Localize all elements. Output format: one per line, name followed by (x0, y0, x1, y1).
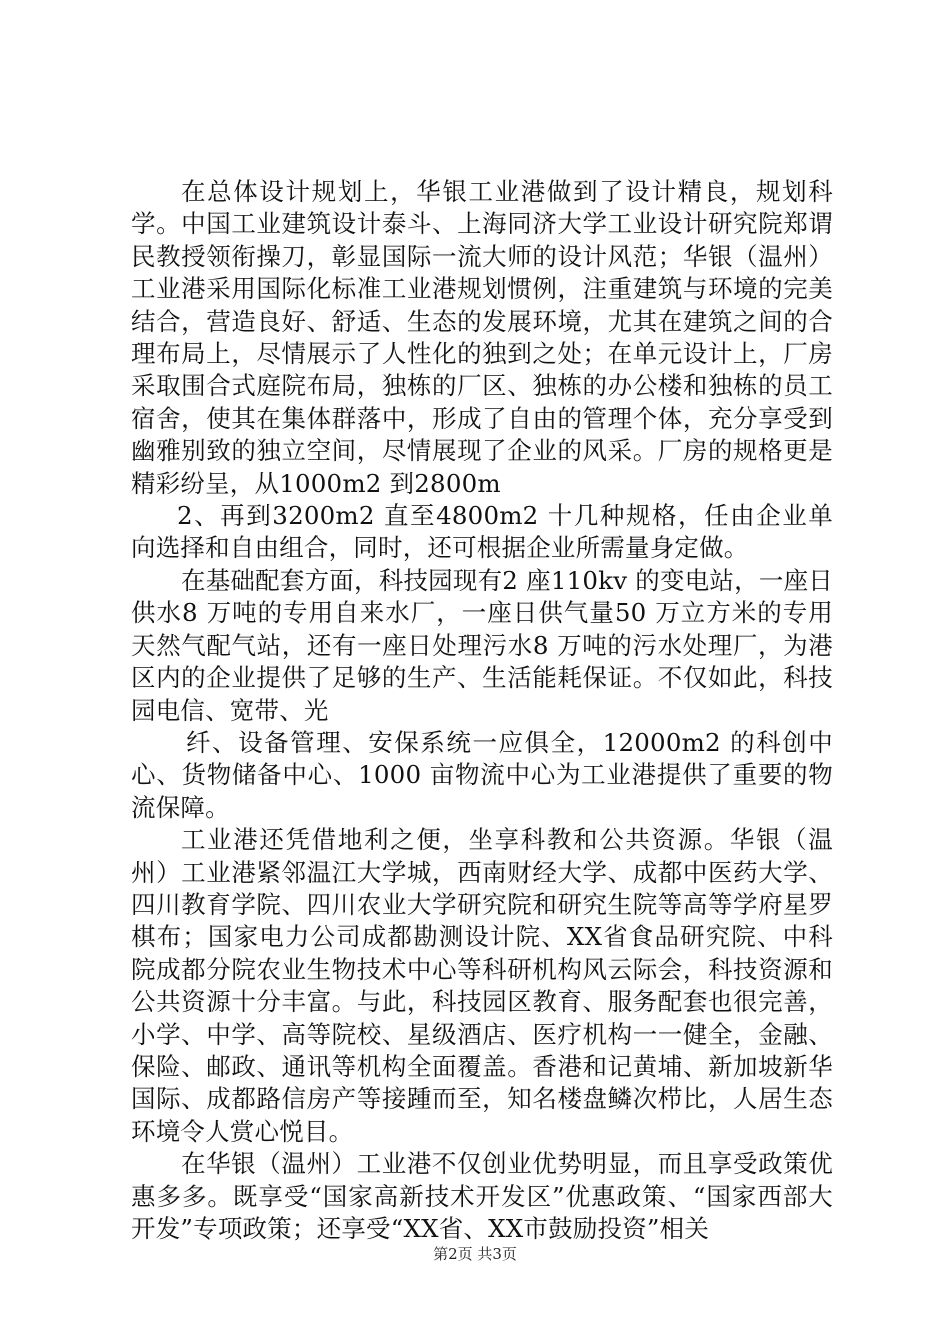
paragraph-specifications: 2、再到3200m2 直至4800m2 十几种规格，任由企业单向选择和自由组合，同时，还可根据企业所需量身定做。 (131, 501, 833, 563)
paragraph-resources: 工业港还凭借地利之便，坐享科教和公共资源。华银（温州）工业港紧邻温江大学城，西南财经大学、成都中医药大学、四川教育学院、四川农业大学研究院和研究生院等高等学府星罗棋布；国家电力公司成都勘测设计院、XX省食品研究院、中科院成都分院农业生物技术中心等科研机构风云际会，科技资源和公共资源十分丰富。与此，科技园区教育、服务配套也很完善，小学、中学、高等院校、星级酒店、医疗机构一一健全，金融、保险、邮政、通讯等机构全面覆盖。香港和记黄埔、新加坡新华国际、成都路信房产等接踵而至，知名楼盘鳞次栉比，人居生态环境令人赏心悦目。 (131, 825, 833, 1146)
paragraph-policy: 在华银（温州）工业港不仅创业优势明显，而且享受政策优惠多多。既享受“国家高新技术开发区”优惠政策、“国家西部大开发”专项政策；还享受“XX省、XX市鼓励投资”相关 (131, 1149, 833, 1243)
paragraph-design-planning: 在总体设计规划上，华银工业港做到了设计精良，规划科学。中国工业建筑设计泰斗、上海同济大学工业设计研究院郑谓民教授领衔操刀，彰显国际一流大师的设计风范；华银（温州）工业港采用国际化标准工业港规划惯例，注重建筑与环境的完美结合，营造良好、舒适、生态的发展环境，尤其在建筑之间的合理布局上，尽情展示了人性化的独到之处；在单元设计上，厂房采取围合式庭院布局，独栋的厂区、独栋的办公楼和独栋的员工宿舍，使其在集体群落中，形成了自由的管理个体，充分享受到幽雅别致的独立空间，尽情展现了企业的风采。厂房的规格更是精彩纷呈，从1000m2 到2800m (131, 177, 833, 498)
page-number-footer: 第2页 共3页 (433, 1245, 517, 1263)
paragraph-infrastructure: 在基础配套方面，科技园现有2 座110kv 的变电站，一座日供水8 万吨的专用自来水厂，一座日供气量50 万立方米的专用天然气配气站，还有一座日处理污水8 万吨的污水处理厂，为港区内的企业提供了足够的生产、生活能耗保证。不仅如此，科技园电信、宽带、光 (131, 565, 833, 725)
document-body (131, 176, 833, 1245)
paragraph-logistics: 纤、设备管理、安保系统一应俱全，12000m2 的科创中心、货物储备中心、1000 亩物流中心为工业港提供了重要的物流保障。 (131, 727, 833, 822)
